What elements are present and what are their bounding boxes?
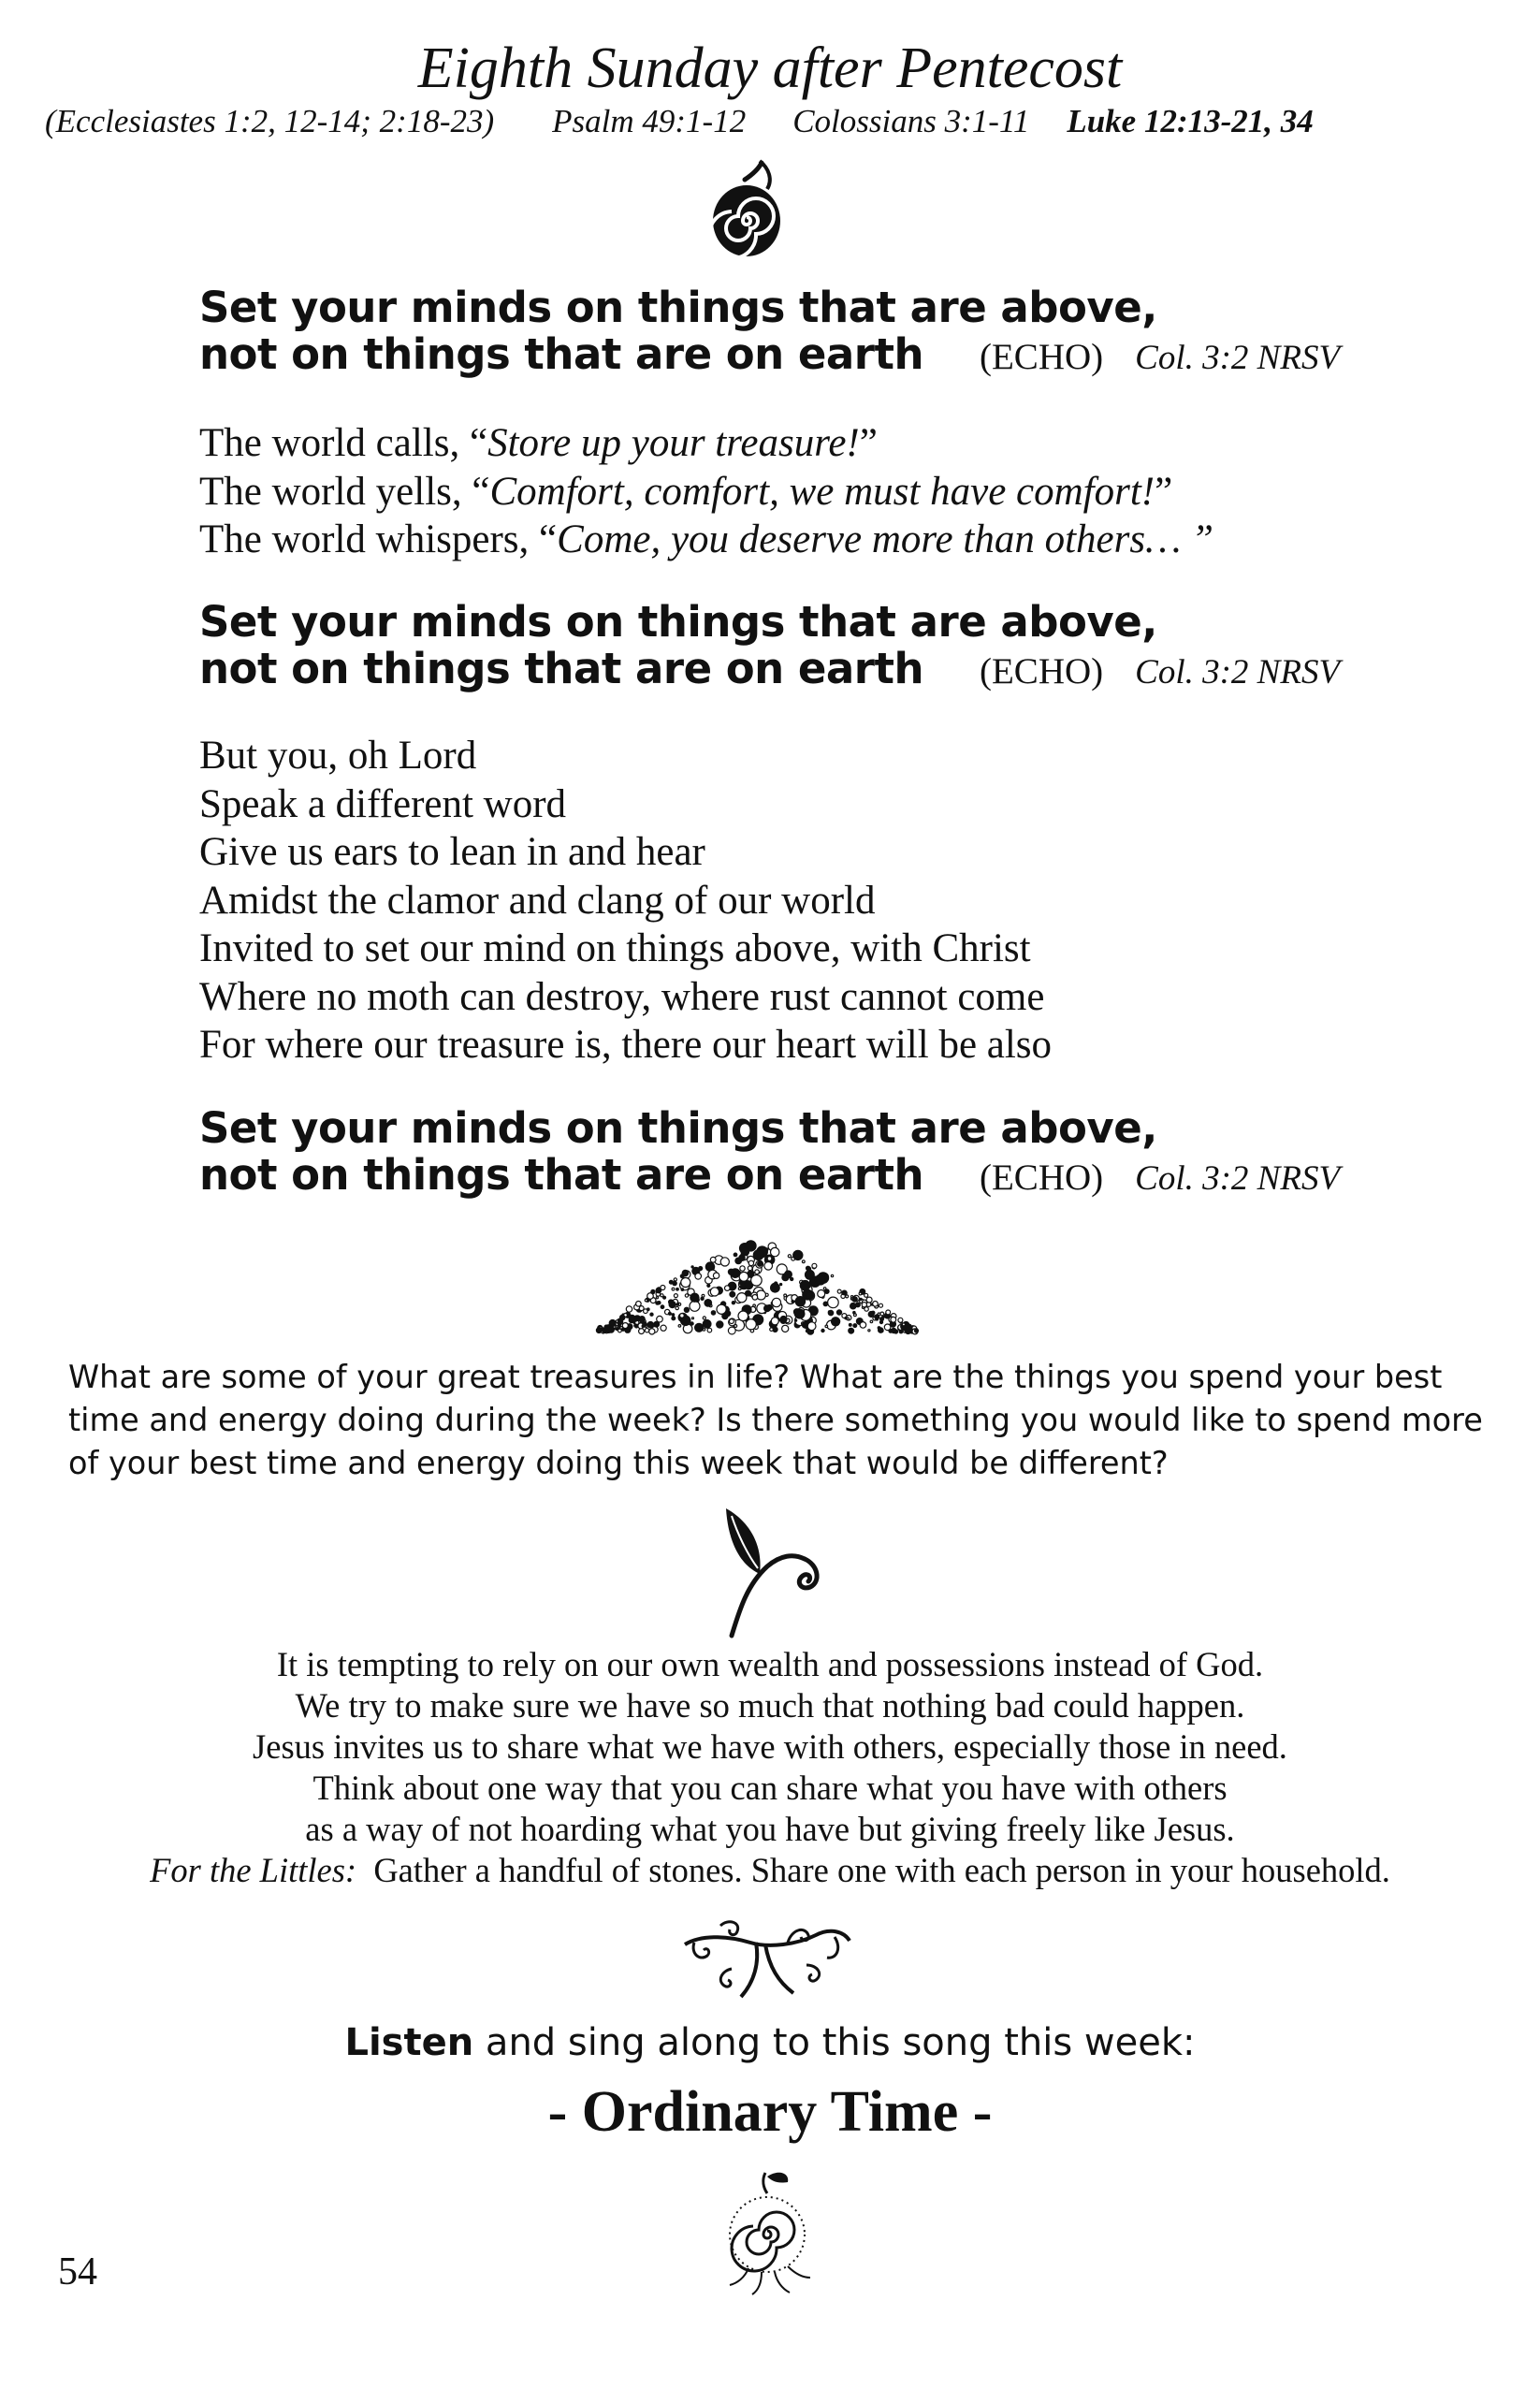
sprout-icon [719, 1499, 840, 1639]
refrain-line-2: not on things that are on earth [199, 644, 923, 693]
reflection-block [0, 1644, 1540, 1891]
littles-label: For the Littles: [150, 1851, 357, 1889]
reflection-line: We try to make sure we have so much that nothing bad could happen. [295, 1686, 1245, 1725]
stanza-line: Where no moth can destroy, where rust cannot come [199, 974, 1045, 1019]
page-title: Eighth Sunday after Pentecost [417, 36, 1123, 100]
reading-psalm: Psalm 49:1-12 [552, 103, 747, 139]
refrain-line-1: Set your minds on things that are above, [199, 283, 1157, 332]
refrain-citation: Col. 3:2 NRSV [1135, 339, 1341, 377]
stanza-line: Amidst the clamor and clang of our world [199, 878, 876, 923]
listen-bold: Listen [344, 2021, 474, 2064]
reading-colossians: Colossians 3:1-11 [792, 103, 1030, 139]
spiral-seed-icon [704, 157, 797, 260]
refrain-citation: Col. 3:2 NRSV [1135, 653, 1341, 692]
reading-luke: Luke 12:13-21, 34 [1067, 103, 1314, 139]
stanza-1 [199, 419, 1462, 564]
refrain-line-2: not on things that are on earth [199, 1150, 923, 1200]
refrain-line-2: not on things that are on earth [199, 329, 923, 379]
refrain-2 [199, 599, 1416, 696]
echo-label: (ECHO) [980, 1158, 1104, 1198]
littles-text: Gather a handful of stones. Share one with each person in your household. [373, 1851, 1390, 1889]
listen-instruction [0, 2021, 1540, 2064]
song-title: - Ordinary Time - [547, 2080, 993, 2144]
reflection-question: What are some of your great treasures in life? What are the things you spend your best time and energy doing during the week? Is there something you would like to spend more of your best time and energy doing this week that would be different? [68, 1359, 1483, 1481]
stanza-line: Speak a different word [199, 781, 567, 826]
reflection-line: Jesus invites us to share what we have with others, especially those in need. [253, 1727, 1287, 1766]
echo-label: (ECHO) [980, 337, 1104, 377]
scripture-readings [45, 105, 1504, 138]
refrain-line-1: Set your minds on things that are above, [199, 1103, 1157, 1153]
refrain-3 [199, 1105, 1416, 1202]
refrain-citation: Col. 3:2 NRSV [1135, 1159, 1341, 1198]
stanza-2 [199, 732, 1462, 1070]
refrain-line-1: Set your minds on things that are above, [199, 597, 1157, 647]
refrain-1 [199, 284, 1416, 382]
stanza-line: The world calls, “Store up your treasure!” [199, 421, 878, 465]
reading-ecclesiastes: (Ecclesiastes 1:2, 12-14; 2:18-23) [45, 103, 495, 139]
reflection-line: as a way of not hoarding what you have but giving freely like Jesus. [305, 1810, 1235, 1848]
vine-roots-icon [676, 1916, 863, 2010]
echo-label: (ECHO) [980, 651, 1104, 692]
stanza-line: The world whispers, “Come, you deserve more than others… ” [199, 517, 1213, 561]
listen-rest: and sing along to this song this week: [473, 2021, 1196, 2064]
stanza-line: Invited to set our mind on things above, with Christ [199, 926, 1031, 970]
stone-pile-icon [599, 1233, 917, 1336]
stanza-line: The world yells, “Comfort, comfort, we must have comfort!” [199, 469, 1173, 514]
stanza-line: Give us ears to lean in and hear [199, 830, 705, 874]
reflection-line: It is tempting to rely on our own wealth and possessions instead of God. [276, 1645, 1264, 1683]
stanza-line: But you, oh Lord [199, 734, 477, 778]
seed-spiral-roots-icon [711, 2167, 823, 2298]
stanza-line: For where our treasure is, there our heart will be also [199, 1023, 1053, 1067]
page-number: 54 [58, 2250, 97, 2293]
littles-line [0, 1850, 1540, 1891]
reflection-line: Think about one way that you can share what you have with others [312, 1769, 1228, 1807]
